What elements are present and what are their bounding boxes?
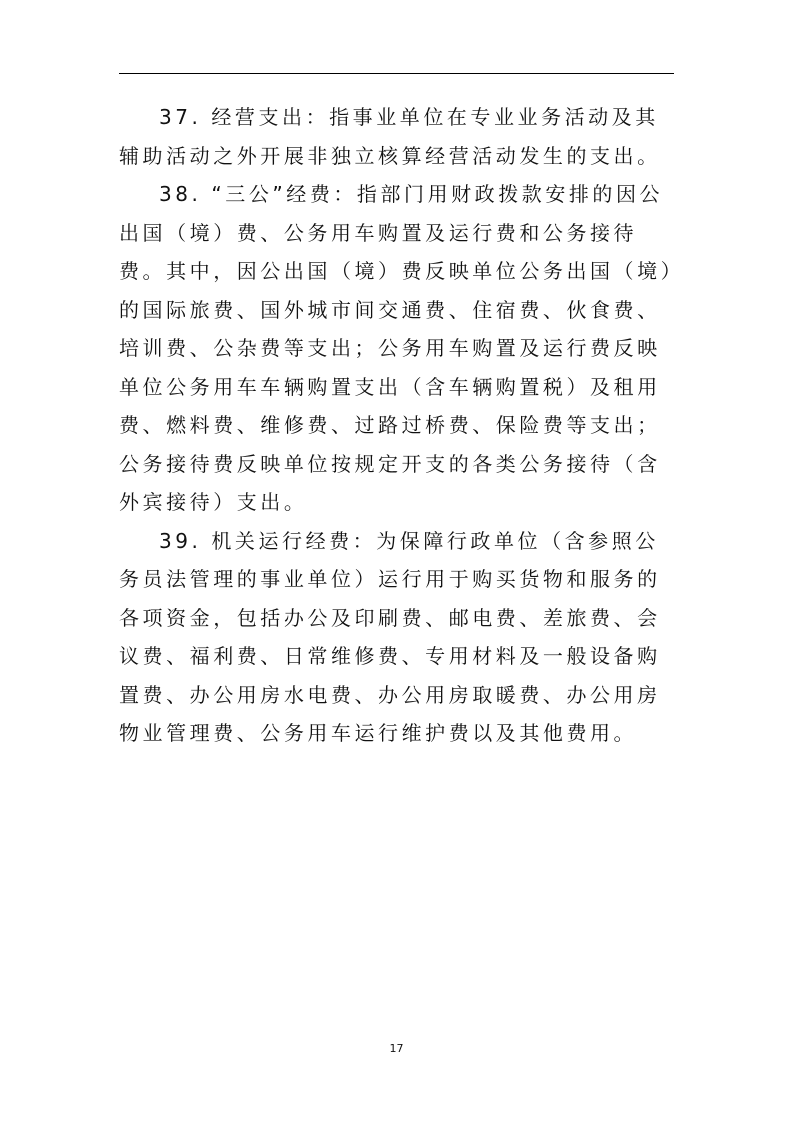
page-number: 17 bbox=[389, 1042, 404, 1055]
paragraph-item-37: 37. 经营支出：指事业单位在专业业务活动及其辅助活动之外开展非独立核算经营活动发生的支出。 bbox=[119, 105, 661, 168]
document-body bbox=[119, 98, 677, 753]
header-rule bbox=[119, 73, 674, 74]
paragraph-item-38: 38. “三公”经费：指部门用财政拨款安排的因公出国（境）费、公务用车购置及运行费和公务接待费。其中，因公出国（境）费反映单位公务出国（境）的国际旅费、国外城市间交通费、住宿费、伙食费、培训费、公杂费等支出；公务用车购置及运行费反映单位公务用车车辆购置支出（含车辆购置税）及租用费、燃料费、维修费、过路过桥费、保险费等支出；公务接待费反映单位按规定开支的各类公务接待（含外宾接待）支出。 bbox=[119, 182, 675, 514]
paragraph-item-39: 39. 机关运行经费：为保障行政单位（含参照公务员法管理的事业单位）运行用于购买货物和服务的各项资金，包括办公及印刷费、邮电费、差旅费、会议费、福利费、日常维修费、专用材料及一般设备购置费、办公用房水电费、办公用房取暖费、办公用房物业管理费、公务用车运行维护费以及其他费用。 bbox=[119, 528, 661, 745]
